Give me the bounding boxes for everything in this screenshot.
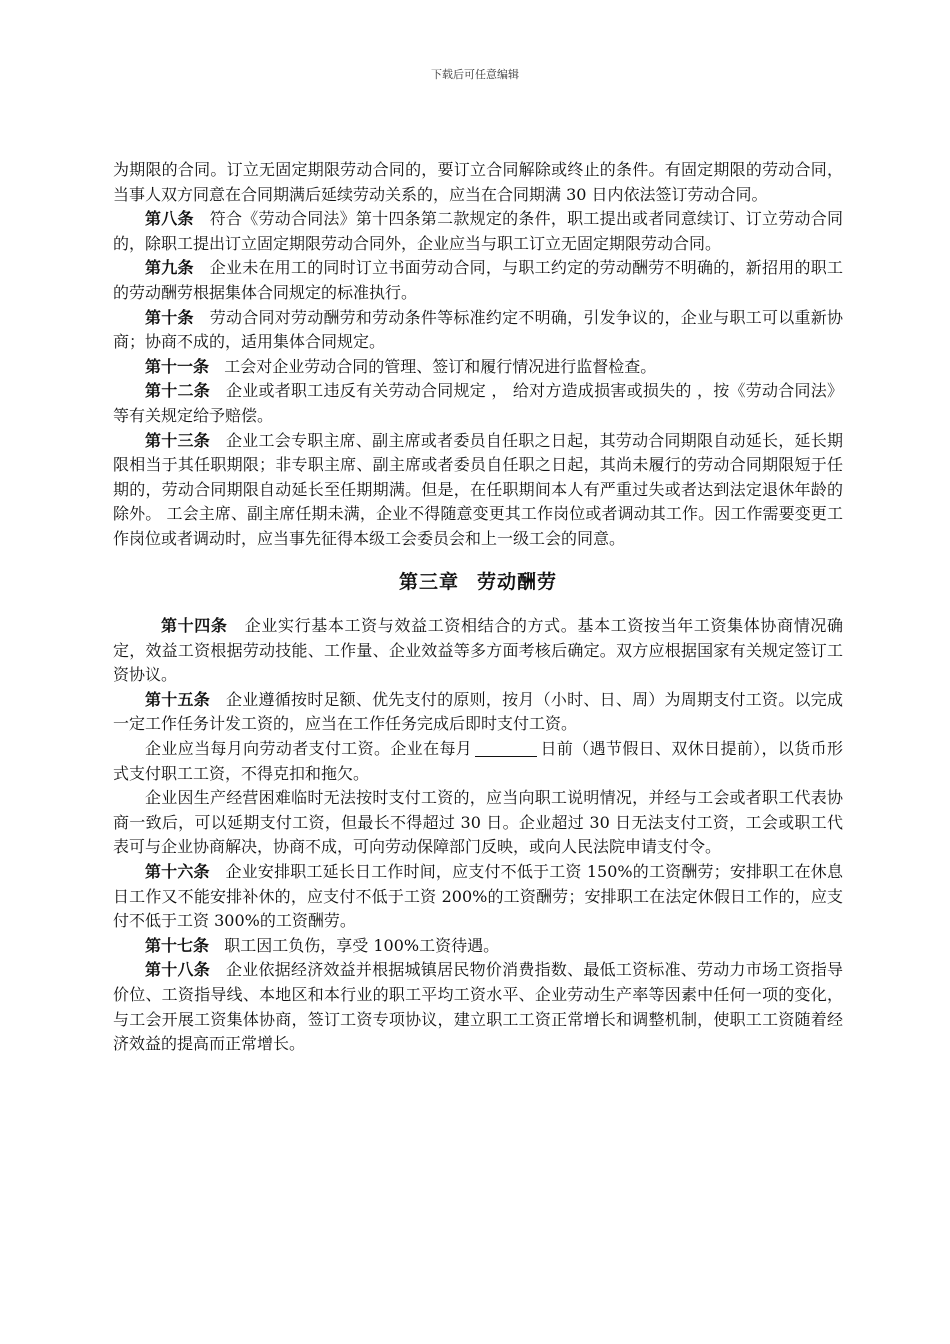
article-14 [113,614,843,688]
article-17 [113,934,843,959]
chapter-title: 劳动酬劳 [477,570,558,593]
chapter-heading [113,570,843,595]
article-text: 企业依据经济效益并根据城镇居民物价消费指数、最低工资标准、劳动力市场工资指导价位、工资指导线、本地区和本行业的职工平均工资水平、企业劳动生产率等因素中任何一项的变化，与工会开展工资集体协商，签订工资专项协议，建立职工工资正常增长和调整机制，使职工工资随着经济效益的提高而正常增长。 [113,960,843,1054]
paragraph-continued: 为期限的合同。订立无固定期限劳动合同的，要订立合同解除或终止的条件。有固定期限的劳动合同，当事人双方同意在合同期满后延续劳动关系的，应当在合同期满 30 日内依法签订劳动合同。 [113,160,843,204]
article-text: 企业安排职工延长日工作时间，应支付不低于工资 150%的工资酬劳；安排职工在休息日工作又不能安排补休的，应支付不低于工资 200%的工资酬劳；安排职工在法定休假日工作的，应支付不低于工资 300%的工资酬劳。 [113,862,843,931]
article-title: 第十四条 [161,616,228,636]
fill-in-blank [475,740,537,757]
article-15 [113,688,843,737]
article-title: 第九条 [145,258,194,278]
article-12 [113,379,843,428]
article-title: 第十二条 [145,381,210,401]
article-text: 企业未在用工的同时订立书面劳动合同，与职工约定的劳动酬劳不明确的，新招用的职工的劳动酬劳根据集体合同规定的标准执行。 [113,258,843,302]
article-title: 第十六条 [145,862,210,882]
article-title: 第十三条 [145,430,210,450]
article-title: 第十八条 [145,960,210,980]
article-title: 第十七条 [145,935,210,955]
article-text: 企业遵循按时足额、优先支付的原则，按月（小时、日、周）为周期支付工资。以完成一定工作任务计发工资的，应当在工作任务完成后即时支付工资。 [113,689,843,734]
article-text: 劳动合同对劳动酬劳和劳动条件等标准约定不明确，引发争议的，企业与职工可以重新协商；协商不成的，适用集体合同规定。 [113,307,843,352]
document-body [113,158,843,1057]
paragraph-delayed-pay: 企业因生产经营困难临时无法按时支付工资的，应当向职工说明情况，并经与工会或者职工代表协商一致后，可以延期支付工资，但最长不得超过 30 日。企业超过 30 日无法支付工资，工会或职工代表可与企业协商解决，协商不成，可向劳动保障部门反映，或向人民法院申请支付令。 [113,788,843,857]
article-text: 企业实行基本工资与效益工资相结合的方式。基本工资按当年工资集体协商情况确定，效益工资根据劳动技能、工作量、企业效益等多方面考核后确定。双方应根据国家有关规定签订工资协议。 [113,616,843,685]
article-title: 第十五条 [145,689,210,709]
article-9 [113,256,843,305]
page-header: 下载后可任意编辑 [431,68,519,81]
article-13 [113,429,843,552]
article-10 [113,306,843,355]
pay-date-text-after: 日前（遇节假日、双休日提前），以货币形式支付职工工资，不得克扣和拖欠。 [113,739,843,783]
article-8 [113,207,843,256]
chapter-number: 第三章 [398,570,459,593]
article-text: 符合《劳动合同法》第十四条第二款规定的条件，职工提出或者同意续订、订立劳动合同的，除职工提出订立固定期限劳动合同外，企业应当与职工订立无固定期限劳动合同。 [113,209,843,253]
article-title: 第八条 [145,209,194,229]
article-title: 第十一条 [145,356,210,376]
pay-date-text-before: 企业应当每月向劳动者支付工资。企业在每月 [145,739,473,759]
article-11 [113,355,843,380]
article-text: 工会对企业劳动合同的管理、签订和履行情况进行监督检查。 [224,356,657,376]
article-18 [113,958,843,1056]
article-text: 企业或者职工违反有关劳动合同规定 ， 给对方造成损害或损失的 ，按《劳动合同法》等有关规定给予赔偿。 [113,381,843,425]
article-title: 第十条 [145,307,194,327]
article-text: 企业工会专职主席、副主席或者委员自任职之日起，其劳动合同期限自动延长，延长期限相当于其任职期限；非专职主席、副主席或者委员自任职之日起，其尚未履行的劳动合同期限短于任期的，劳动合同期限自动延长至任期期满。但是，在任职期间本人有严重过失或者达到法定退休年龄的除外。 工会主席、副主席任期未满，企业不得随意变更其工作岗位或者调动其工作。因工作需要变更工作岗位或者调动时，应当事先征得本级工会委员会和上一级工会的同意。 [113,430,843,548]
article-text: 职工因工负伤，享受 100%工资待遇。 [224,935,500,955]
article-16 [113,860,843,934]
paragraph-pay-date [113,737,843,786]
